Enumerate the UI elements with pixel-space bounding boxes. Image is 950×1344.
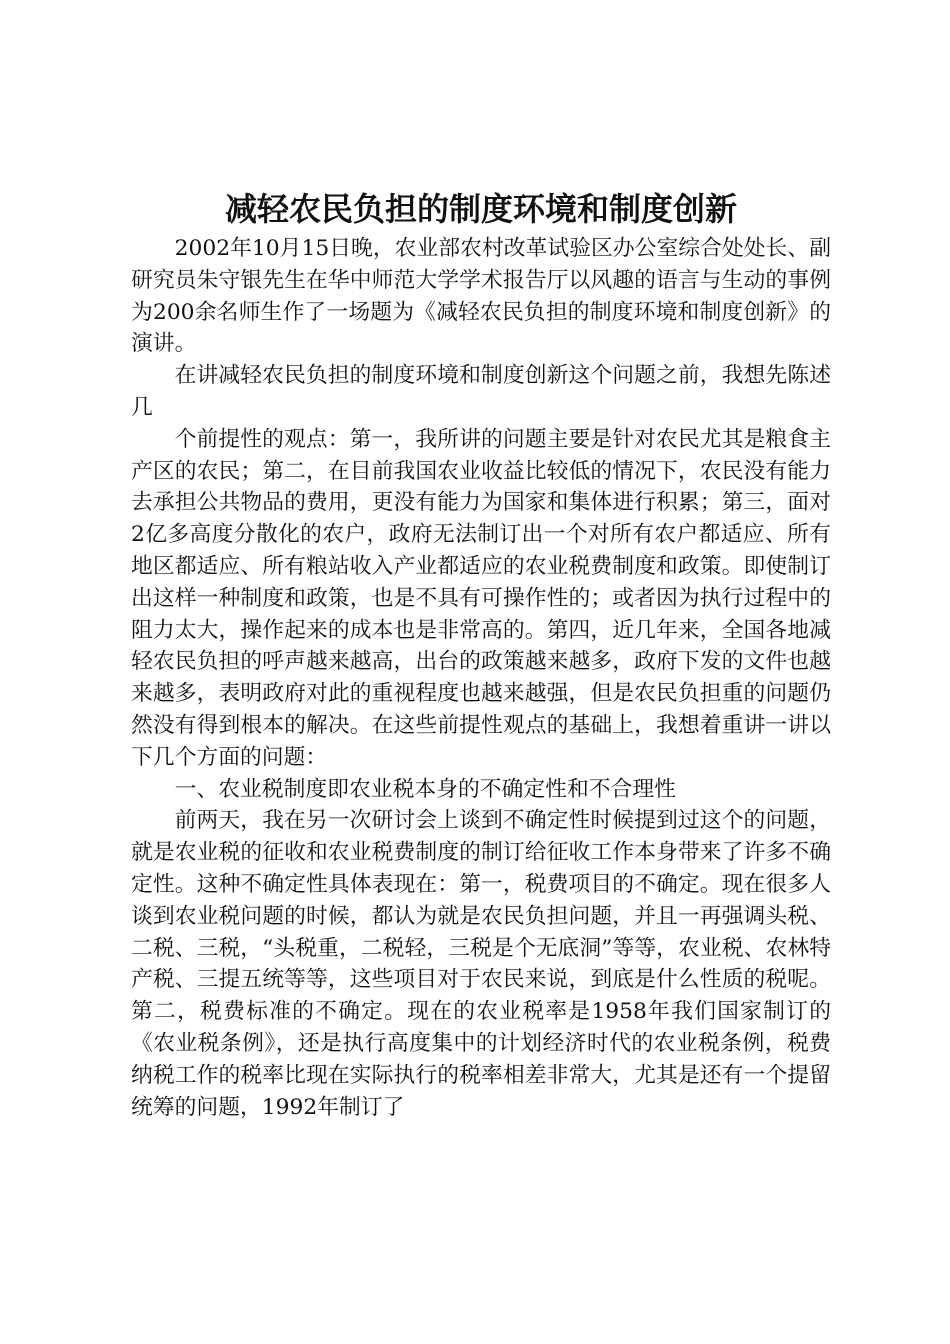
paragraph-premises: 个前提性的观点：第一，我所讲的问题主要是针对农民尤其是粮食主产区的农民；第二，在目前我国农业收益比较低的情况下，农民没有能力去承担公共物品的费用，更没有能力为国家和集体进行积累；第三，面对2亿多高度分散化的农户，政府无法制订出一个对所有农户都适应、所有地区都适应、所有粮站收入产业都适应的农业税费制度和政策。即使制订出这样一种制度和政策，也是不具有可操作性的；或者因为执行过程中的阻力太大，操作起来的成本也是非常高的。第四，近几年来，全国各地减轻农民负担的呼声越来越高，出台的政策越来越多，政府下发的文件也越来越多，表明政府对此的重视程度也越来越强，但是农民负担重的问题仍然没有得到根本的解决。在这些前提性观点的基础上，我想着重讲一讲以下几个方面的问题：: [131, 426, 831, 770]
document-page: [131, 185, 831, 1123]
paragraph-uncertainty: 前两天，我在另一次研讨会上谈到不确定性时候提到过这个的问题，就是农业税的征收和农业税费制度的制订给征收工作本身带来了许多不确定性。这种不确定性具体表现在：第一，税费项目的不确定。现在很多人谈到农业税问题的时候，都认为就是农民负担问题，并且一再强调头税、二税、三税，“头税重，二税轻，三税是个无底洞”等等，农业税、农林特产税、三提五统等等，这些项目对于农民来说，到底是什么性质的税呢。第二，税费标准的不确定。现在的农业税率是1958年我们国家制订的《农业税条例》，还是执行高度集中的计划经济时代的农业税条例，税费纳税工作的税率比现在实际执行的税率相差非常大，尤其是还有一个提留统筹的问题，1992年制订了: [131, 808, 831, 1120]
paragraph-preface: 在讲减轻农民负担的制度环境和制度创新这个问题之前，我想先陈述几: [131, 363, 831, 420]
section-heading-1: 一、农业税制度即农业税本身的不确定性和不合理性: [174, 776, 676, 802]
paragraph-intro: 2002年10月15日晚，农业部农村改革试验区办公室综合处处长、副研究员朱守银先生在华中师范大学学术报告厅以风趣的语言与生动的事例为200余名师生作了一场题为《减轻农民负担的制度环境和制度创新》的演讲。: [131, 236, 831, 357]
document-title: 减轻农民负担的制度环境和制度创新: [224, 190, 737, 228]
